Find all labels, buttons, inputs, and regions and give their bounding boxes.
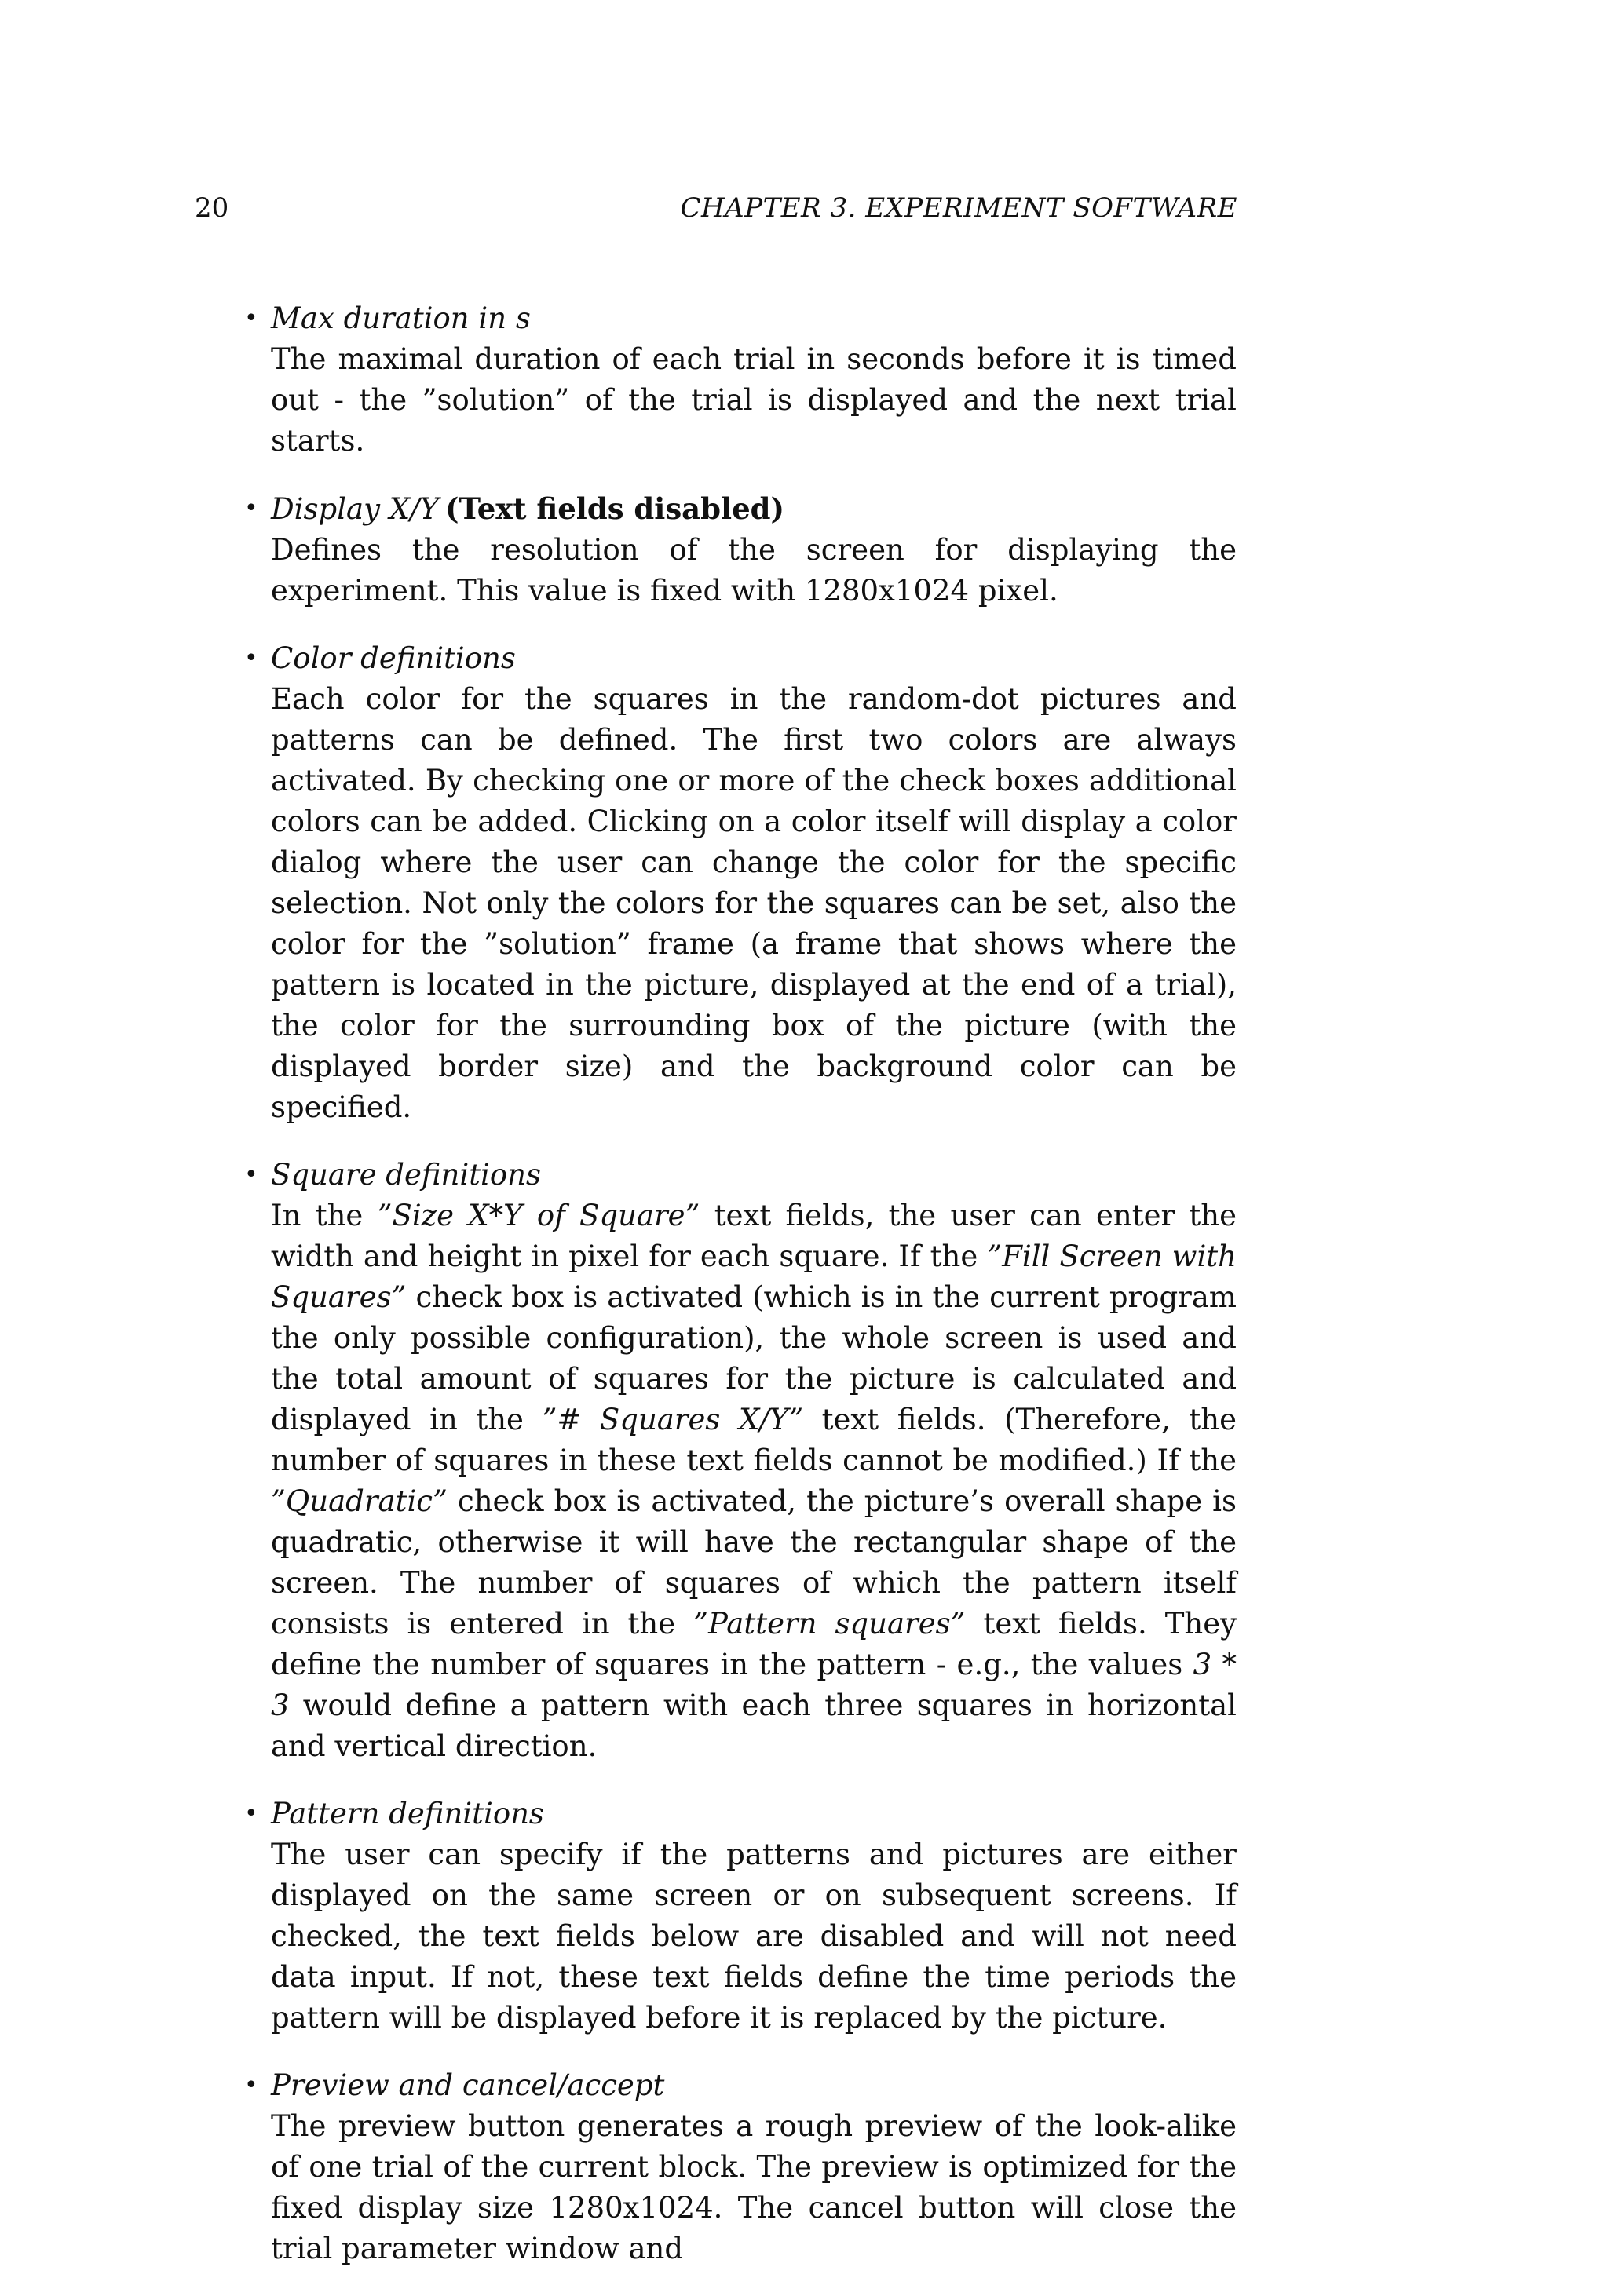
- bullet-icon: •: [244, 495, 258, 522]
- item-title: [271, 1155, 1237, 1195]
- bullet-list: [244, 298, 1237, 2296]
- body-emphasis: ”Pattern squares”: [693, 1607, 966, 1641]
- item-title: [271, 1794, 1237, 1834]
- body-text: In the: [271, 1199, 378, 1232]
- list-item-max-duration: [244, 298, 1237, 462]
- list-item-preview-cancel-accept: [244, 2065, 1237, 2269]
- list-item-color-definitions: [244, 638, 1237, 1128]
- body-text: text fields. (Therefore, the number of squares in these text fields cannot be modified.) If the: [271, 1403, 1237, 1477]
- body-text: check box is activated (which is in the current program the only possible configuration), the whole screen is used and the total amount of squares for the picture is calculated and displayed in the: [271, 1280, 1237, 1436]
- body-emphasis: 3 * 3: [271, 1648, 1237, 1722]
- item-body: Defines the resolution of the screen for displaying the experiment. This value is fixed with 1280x1024 pixel.: [271, 533, 1237, 608]
- bullet-icon: •: [244, 1800, 258, 1827]
- item-title: [271, 638, 1237, 679]
- item-title: [271, 488, 1237, 530]
- body-text: text fields. They define the number of squares in the pattern - e.g., the values: [271, 1607, 1237, 1681]
- list-item-square-definitions: [244, 1155, 1237, 1767]
- item-body: The user can specify if the patterns and pictures are either displayed on the same screen or on subsequent screens. If checked, the text fields below are disabled and will not need data input. If not, these text fields define the time periods the pattern will be displayed before it is replaced by the picture.: [271, 1838, 1237, 2035]
- body-emphasis: ”# Squares X/Y”: [542, 1403, 804, 1436]
- body-text: text fields, the user can enter the width and height in pixel for each square. If the: [271, 1199, 1237, 1273]
- item-title: [271, 2065, 1237, 2106]
- item-body: [271, 1195, 1237, 1767]
- item-body: Each color for the squares in the random-dot pictures and patterns can be defined. The first two colors are always activated. By checking one or more of the check boxes additional colors can be added. Clicking on a color itself will display a color dialog where the user can change the color for the specific selection. Not only the colors for the squares can be set, also the color for the ”solution” frame (a frame that shows where the pattern is located in the picture, displayed at the end of a trial), the color for the surrounding box of the picture (with the displayed border size) and the background color can be specified.: [271, 682, 1237, 1124]
- body-emphasis: ”Fill Screen with Squares”: [271, 1239, 1237, 1314]
- item-title-text: Square definitions: [271, 1158, 541, 1192]
- item-title-text: Preview and cancel/accept: [271, 2068, 665, 2102]
- item-body: The maximal duration of each trial in seconds before it is timed out - the ”solution” of the trial is displayed and the next trial starts.: [271, 342, 1237, 458]
- item-body: The preview button generates a rough preview of the look-alike of one trial of the current block. The preview is optimized for the fixed display size 1280x1024. The cancel button will close the trial parameter window and: [271, 2109, 1237, 2265]
- body-emphasis: ”Size X*Y of Square”: [377, 1199, 700, 1232]
- body-emphasis: ”Quadratic”: [271, 1484, 448, 1518]
- chapter-title: CHAPTER 3. EXPERIMENT SOFTWARE: [680, 192, 1237, 224]
- body-text: would define a pattern with each three squares in horizontal and vertical direction.: [271, 1688, 1237, 1763]
- item-title-text: Max duration in s: [271, 301, 531, 335]
- item-title-text: Color definitions: [271, 641, 516, 675]
- running-head: [195, 188, 1237, 228]
- page-number: 20: [195, 192, 229, 224]
- bullet-icon: •: [244, 1161, 258, 1188]
- bullet-icon: •: [244, 305, 258, 332]
- item-title-text: Pattern definitions: [271, 1797, 544, 1831]
- list-item-display-xy: [244, 488, 1237, 611]
- bullet-icon: •: [244, 644, 258, 672]
- body-text: check box is activated, the picture’s overall shape is quadratic, otherwise it will have the rectangular shape of the screen. The number of squares of which the pattern itself consists is entered in the: [271, 1484, 1237, 1641]
- bullet-icon: •: [244, 2072, 258, 2099]
- item-title-text: Display X/Y: [271, 492, 439, 526]
- list-item-pattern-definitions: [244, 1794, 1237, 2039]
- item-title: [271, 298, 1237, 339]
- item-title-bold-note: (Text fields disabled): [444, 491, 784, 526]
